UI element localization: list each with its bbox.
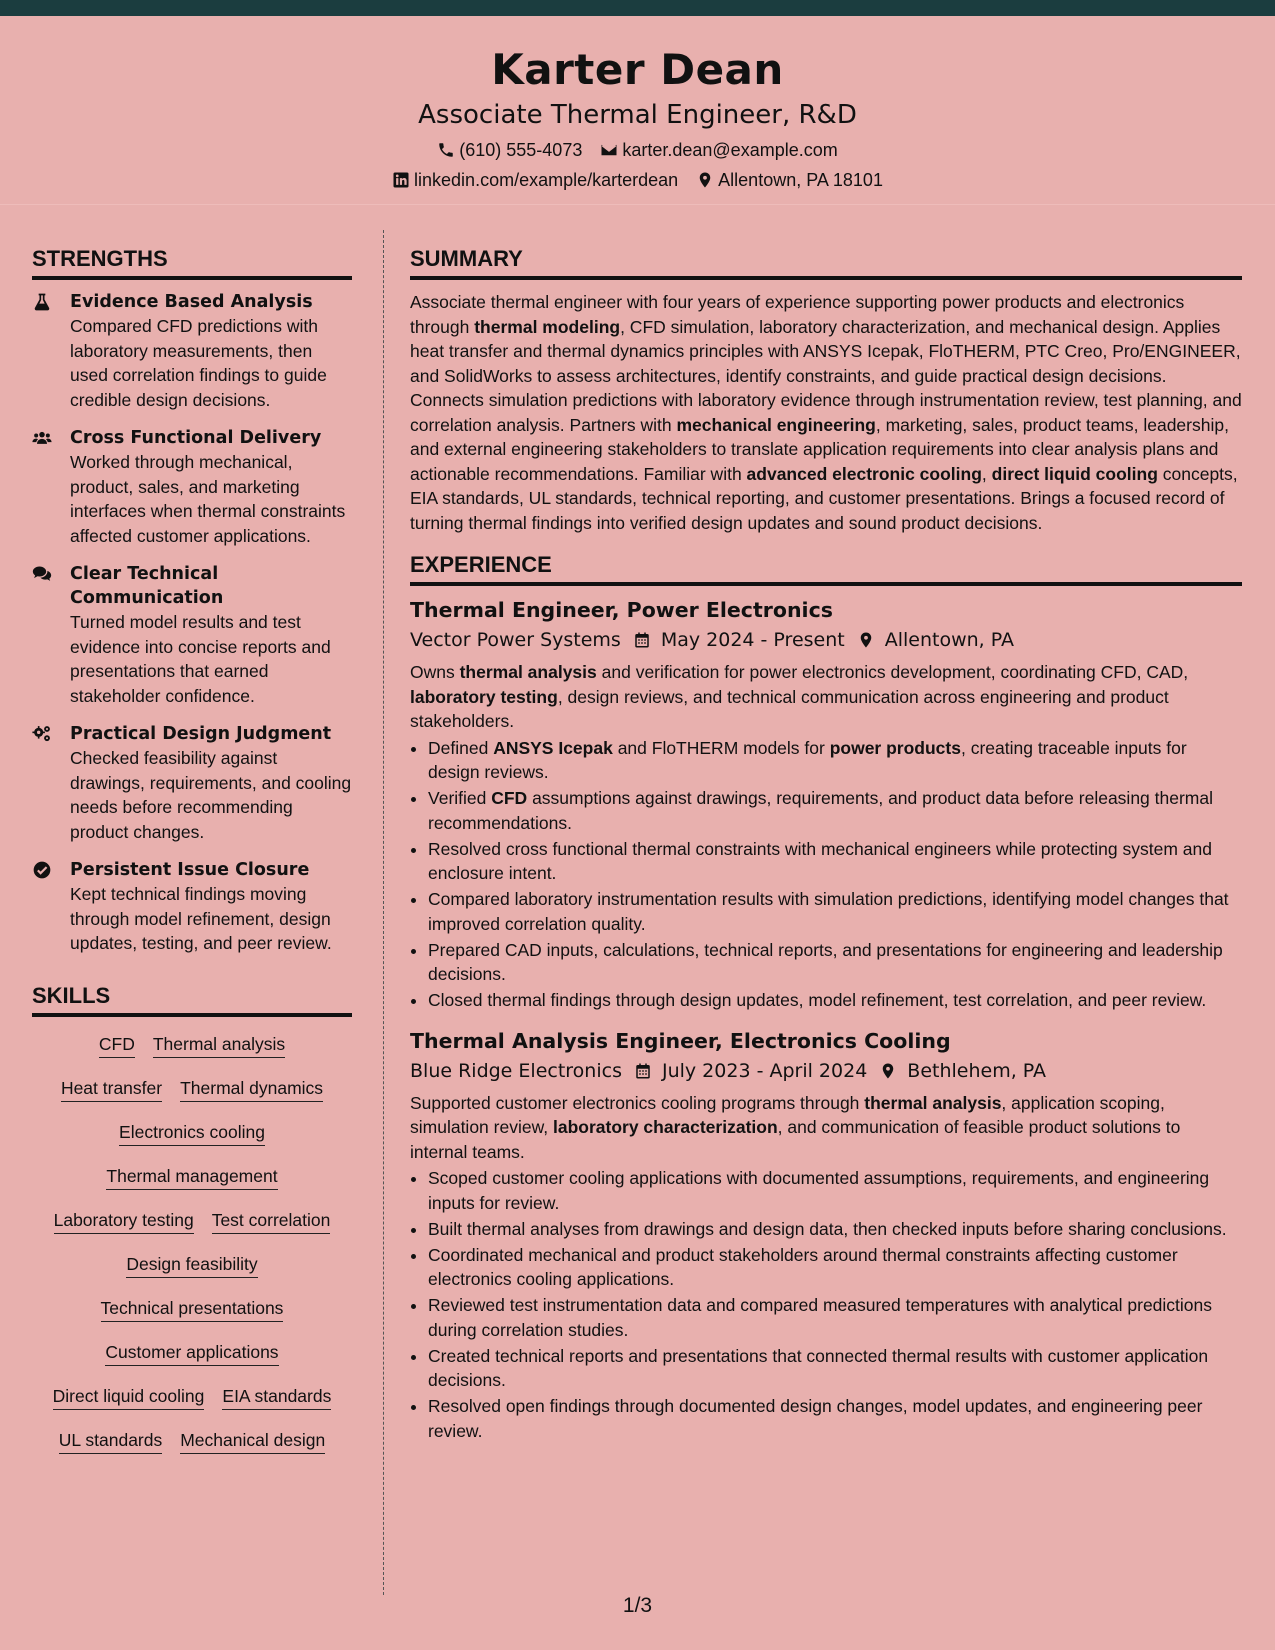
job-dates [634,1055,867,1087]
experience-list [410,596,1242,1443]
skill-row [32,1121,352,1146]
summary-heading: SUMMARY [410,245,1242,280]
strength-title: Practical Design Judgment [70,724,332,744]
text-segment: , and communication of feasible product solutions to internal teams. [410,1117,1181,1162]
emphasis-text: advanced electronic cooling [746,463,982,484]
candidate-name: Karter Dean [491,45,784,94]
text-segment: Owns [410,662,460,682]
text-segment: assumptions against drawings, requirements, and product data before releasing thermal recommendations. [428,788,1214,833]
skill-row [32,1209,352,1234]
job-bullet [428,837,1242,886]
text-segment: , CFD simulation, laboratory characterization, and mechanical design. Applies heat transfer and thermal dynamics principles with ANSYS Icepak, FloTHERM, PTC Creo, Pro/ENGINEER, and SolidWorks to assess architectures, identify constraints, and guide practical design decisions. Connects simulation predictions with laboratory evidence through instrumentation review, test planning, and correlation analysis. Partners with [410,316,1242,435]
skill-tag: Thermal management [106,1165,277,1190]
emphasis-text: ANSYS Icepak [493,737,613,758]
skill-tag: Thermal analysis [153,1033,285,1058]
flask-icon [32,292,52,312]
strength-title: Evidence Based Analysis [70,292,313,312]
emphasis-text: thermal analysis [459,662,597,682]
job-bullet [428,786,1242,835]
job-meta [410,624,1242,656]
job-entry [410,596,1242,1013]
check-circle-icon [32,860,52,880]
text-segment: and verification for power electronics development, coordinating CFD, CAD, [596,662,1189,682]
email-text: karter.dean@example.com [622,140,838,160]
job-bullet [428,988,1242,1013]
job-dates-text: July 2023 - April 2024 [661,1059,868,1082]
right-column [410,245,1242,1457]
company-name: Blue Ridge Electronics [410,1059,622,1082]
skill-tag: Electronics cooling [119,1121,265,1146]
emphasis-text: mechanical engineering [676,414,876,435]
job-bullets [410,1166,1242,1443]
email-contact[interactable] [600,138,837,162]
skill-row [32,1297,352,1322]
text-segment: , [981,463,992,484]
job-location-text: Allentown, PA [884,629,1014,651]
job-bullet [428,1166,1242,1215]
calendar-icon [634,1062,652,1080]
job-bullet [428,1394,1242,1443]
text-segment: Supported customer electronics cooling programs through [410,1092,865,1113]
phone-icon [437,141,455,159]
skill-tag: CFD [99,1033,135,1058]
job-bullets [410,736,1242,1013]
emphasis-text: thermal modeling [474,316,621,337]
emphasis-text: CFD [491,788,528,808]
job-location-text: Bethlehem, PA [907,1059,1047,1082]
strengths-heading: STRENGTHS [32,245,352,280]
skill-row [32,1341,352,1366]
skill-tag: Test correlation [212,1209,331,1234]
strength-item [32,562,352,708]
map-marker-icon [696,171,714,189]
text-segment: Verified [428,788,492,808]
job-meta [410,1055,1242,1087]
skill-tag: UL standards [59,1429,162,1454]
skill-row [32,1077,352,1102]
skill-tag: Thermal dynamics [180,1077,323,1102]
skill-tag: Laboratory testing [54,1209,194,1234]
skill-row [32,1385,352,1410]
text-segment: Associate thermal engineer with four years of experience supporting power products and electronics through [410,292,1185,337]
map-marker-icon [879,1062,897,1080]
strength-desc: Kept technical findings moving through model refinement, design updates, testing, and peer review. [70,884,332,953]
strength-desc: Checked feasibility against drawings, requirements, and cooling needs before recommending product changes. [70,748,352,842]
linkedin-contact[interactable] [392,168,678,192]
text-segment: Created technical reports and presentations that connected thermal results with customer application decisions. [428,1345,1209,1390]
job-bullet [428,1344,1242,1393]
top-accent-bar [0,0,1275,16]
strengths-list [32,290,352,956]
candidate-role: Associate Thermal Engineer, R&D [418,100,857,130]
summary-text [410,290,1242,535]
strength-title: Cross Functional Delivery [70,428,322,448]
strength-title: Clear Technical Communication [70,564,224,608]
phone-text: (610) 555-4073 [459,140,583,160]
phone-contact [437,138,582,162]
resume-header [0,16,1275,205]
skill-tag: Design feasibility [126,1253,257,1278]
emphasis-text: thermal analysis [864,1092,1002,1113]
job-dates [633,624,845,656]
page-number: 1/3 [622,1594,653,1617]
job-entry [410,1027,1242,1444]
job-intro [410,660,1242,734]
job-intro [410,1091,1242,1165]
skill-tag: Heat transfer [61,1077,162,1102]
text-segment: , marketing, sales, product teams, leadership, and external engineering stakeholders to translate application requirements into clear analysis plans and actionable recommendations. Familiar with [410,414,1229,484]
job-dates-text: May 2024 - Present [660,629,845,651]
strength-title: Persistent Issue Closure [70,860,310,880]
emphasis-text: direct liquid cooling [991,463,1158,484]
contact-line-1 [0,138,1275,162]
job-title: Thermal Analysis Engineer, Electronics Cooling [410,1028,951,1053]
skill-row [32,1165,352,1190]
skill-tag: Direct liquid cooling [53,1385,205,1410]
job-title: Thermal Engineer, Power Electronics [410,598,833,622]
users-icon [32,428,52,448]
skill-tag: Technical presentations [101,1297,284,1322]
company-name: Vector Power Systems [410,629,621,651]
left-column [32,245,352,1473]
envelope-icon [600,141,618,159]
text-segment: Built thermal analyses from drawings and design data, then checked inputs before sharing conclusions. [428,1218,1227,1239]
emphasis-text: laboratory testing [410,686,558,707]
gears-icon [32,724,52,744]
map-marker-icon [857,631,875,649]
text-segment: Resolved open findings through documented design changes, model updates, and engineering peer review. [428,1396,1203,1441]
skill-row [32,1253,352,1278]
contact-line-2 [0,168,1275,192]
job-location [879,1055,1046,1087]
emphasis-text: power products [829,737,961,758]
location-text: Allentown, PA 18101 [718,170,883,190]
job-bullet [428,1293,1242,1342]
skill-row [32,1429,352,1454]
skill-row [32,1033,352,1058]
text-segment: , application scoping, simulation review, [410,1092,1165,1137]
emphasis-text: laboratory characterization [552,1117,778,1137]
job-location [857,624,1014,656]
skill-tag: Mechanical design [180,1429,325,1454]
column-divider [383,230,384,1595]
location-contact [696,168,883,192]
job-bullet [428,887,1242,936]
text-segment: Resolved cross functional thermal constraints with mechanical engineers while protecting system and enclosure intent. [428,838,1212,883]
text-segment: , design reviews, and technical communication across engineering and product stakeholders. [410,686,1169,731]
linkedin-icon [392,171,410,189]
text-segment: Compared laboratory instrumentation results with simulation predictions, identifying model changes that improved correlation quality. [428,889,1229,934]
text-segment: Defined [428,737,494,758]
text-segment: Closed thermal findings through design updates, model refinement, test correlation, and peer review. [428,990,1207,1010]
text-segment: Prepared CAD inputs, calculations, technical reports, and presentations for engineering and leadership decisions. [428,939,1223,984]
calendar-icon [633,631,651,649]
job-bullet [428,1243,1242,1292]
skills-heading: SKILLS [32,982,352,1017]
text-segment: , creating traceable inputs for design reviews. [428,737,1187,782]
job-bullet [428,1217,1242,1242]
job-bullet [428,938,1242,987]
skills-list [32,1033,352,1454]
strength-item [32,290,352,412]
text-segment: Coordinated mechanical and product stakeholders around thermal constraints affecting customer electronics cooling applications. [428,1244,1178,1289]
strength-desc: Turned model results and test evidence into concise reports and presentations that earned stakeholder confidence. [70,612,331,706]
experience-heading: EXPERIENCE [410,551,1242,586]
comments-icon [32,564,52,584]
job-bullet [428,736,1242,785]
text-segment: Reviewed test instrumentation data and compared measured temperatures with analytical predictions during correlation studies. [428,1295,1213,1340]
strength-desc: Compared CFD predictions with laboratory measurements, then used correlation findings to guide credible design decisions. [70,316,327,410]
linkedin-text: linkedin.com/example/karterdean [414,170,679,190]
skill-tag: Customer applications [105,1341,278,1366]
strength-item [32,722,352,844]
text-segment: Scoped customer cooling applications with documented assumptions, requirements, and engineering inputs for review. [428,1168,1210,1213]
strength-item [32,426,352,548]
strength-desc: Worked through mechanical, product, sales, and marketing interfaces when thermal constraints affected customer applications. [70,452,346,546]
text-segment: and FloTHERM models for [612,737,830,758]
strength-item [32,858,352,956]
text-segment: concepts, EIA standards, UL standards, technical reporting, and customer presentations. Brings a focused record of turning thermal findings into verified design updates and sound product decisions. [410,463,1238,533]
skill-tag: EIA standards [222,1385,331,1410]
